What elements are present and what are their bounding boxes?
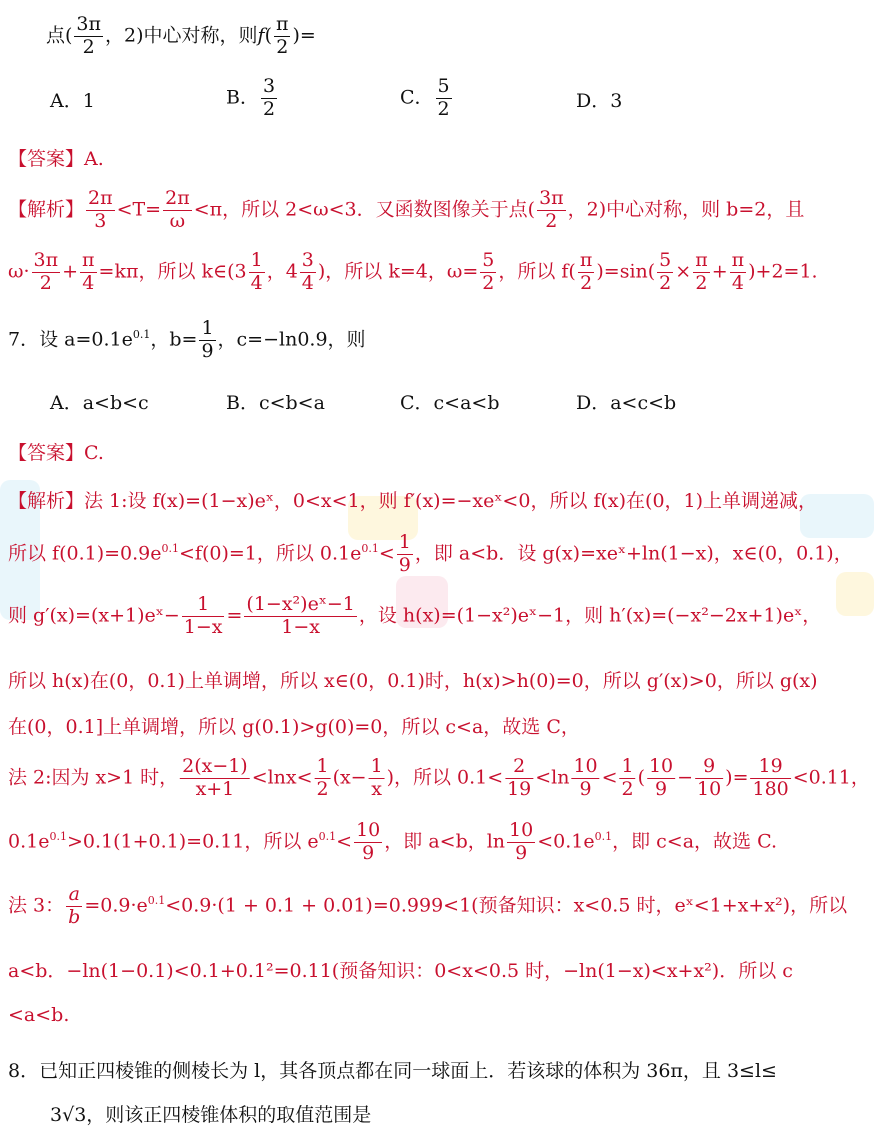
q6-option-d: D．3 [576, 90, 623, 112]
q6-analysis-line2: ω· $\frac{3\pi}{2}$ + $\frac{\pi}{4}$ =kπ，所以 k∈(3 $\frac{1}{4}$ ，4 $\frac{3}{4}$ )，所以 k=4，ω= $\frac{5}{2}$ ，所以 f( $\frac{\pi}{2}$ )=sin( $\frac{5}{2}$ × $\frac{\pi}{2}$ + $\frac{\pi}{4}$ )+2=1. [8, 249, 818, 294]
q7-answer: 【答案】C. [8, 442, 104, 464]
q6-option-c: C． $\frac{5}{2}$ [400, 75, 450, 120]
q6-stem-tail: 点( $\frac{3\pi}{2}$ ，2)中心对称，则f( $\frac{\pi}{2}$ )= [46, 13, 316, 58]
q7-option-d: D．a<c<b [576, 392, 677, 414]
q8-stem-line2: 3√3，则该正四棱锥体积的取值范围是 [50, 1104, 372, 1126]
q7-analysis-line6: 法 2:因为 x>1 时， $\frac{2(x-1)}{x+1}$ <lnx< $\frac{1}{2}$ (x− $\frac{1}{x}$ )，所以 0.1< $\frac{2}{19}$ <ln $\frac{10}{9}$ < $\frac{1}{2}$ ( $\frac{10}{9}$ − $\frac{9}{10}$ )= $\frac{19}{180}$ <0.11， [8, 755, 870, 800]
q6-answer: 【答案】A. [8, 148, 104, 170]
q7-analysis-line9: a<b．−ln(1−0.1)<0.1+0.1²=0.11(预备知识：0<x<0.5 时，−ln(1−x)<x+x²)．所以 c [8, 960, 793, 982]
q7-analysis-line5: 在(0，0.1]上单调增，所以 g(0.1)>g(0)=0，所以 c<a，故选 C， [8, 716, 580, 738]
q7-option-b: B．c<b<a [226, 392, 325, 414]
q7-analysis-line10: <a<b. [8, 1004, 70, 1026]
q7-analysis-line3: 则 g′(x)=(x+1)eˣ− $\frac{1}{1-x}$ = $\frac{\text{(1−x²)eˣ−1}}{1-x}$ ，设 h(x)=(1−x²)eˣ−1，则 h′(x)=(−x²−2x+1)eˣ， [8, 593, 822, 638]
q7-option-c: C．c<a<b [400, 392, 500, 414]
q7-stem: 7．设 $a=0.1e^{0.1}$，b= $\frac{1}{9}$ ，c=−ln0.9，则 [8, 317, 366, 362]
q7-analysis-line1: 【解析】法 1:设 f(x)=(1−x)eˣ，0<x<1，则 f′(x)=−xeˣ<0，所以 f(x)在(0，1)上单调递减， [8, 490, 818, 512]
watermark-shape [836, 572, 874, 616]
q7-analysis-line8: 法 3： $\frac{a}{b}$ $=0.9\cdot e^{0.1}<0.9\cdot(1 + 0.1 + 0.01)=0.999<1$(预备知识：x<0.5 时，eˣ<1+x+x²)，所以 [8, 883, 848, 928]
q6-analysis-line1: 【解析】 $\frac{2\pi}{3}$ <T= $\frac{2\pi}{\omega}$ <π，所以 2<ω<3．又函数图像关于点( $\frac{3\pi}{2}$ ，2)中心对称，则 b=2，且 [8, 187, 805, 232]
q7-analysis-line4: 所以 h(x)在(0，0.1)上单调增，所以 x∈(0，0.1)时，h(x)>h(0)=0，所以 g′(x)>0，所以 g(x) [8, 670, 818, 692]
q7-option-a: A．a<b<c [50, 392, 149, 414]
q7-analysis-line7: $0.1e^{0.1}>0.1(1+0.1)=0.11$，所以 $e^{0.1}<$ $\frac{10}{9}$ ，即 a<b，ln $\frac{10}{9}$ $<0.1e^{0.1}$，即 c<a，故选 C. [8, 819, 777, 864]
q7-analysis-line2: 所以 $f(0.1)=0.9e^{0.1}<f(0)=1$，所以 $0.1e^{0.1}<$ $\frac{1}{9}$ ，即 a<b．设 g(x)=xeˣ+ln(1−x)，x∈(0，0.1)， [8, 531, 853, 576]
q6-option-a: A．1 [50, 90, 95, 112]
q6-option-b: B． $\frac{3}{2}$ [226, 75, 276, 120]
q8-stem-line1: 8．已知正四棱锥的侧棱长为 l，其各顶点都在同一球面上．若该球的体积为 36π，且 3≤l≤ [8, 1060, 777, 1082]
